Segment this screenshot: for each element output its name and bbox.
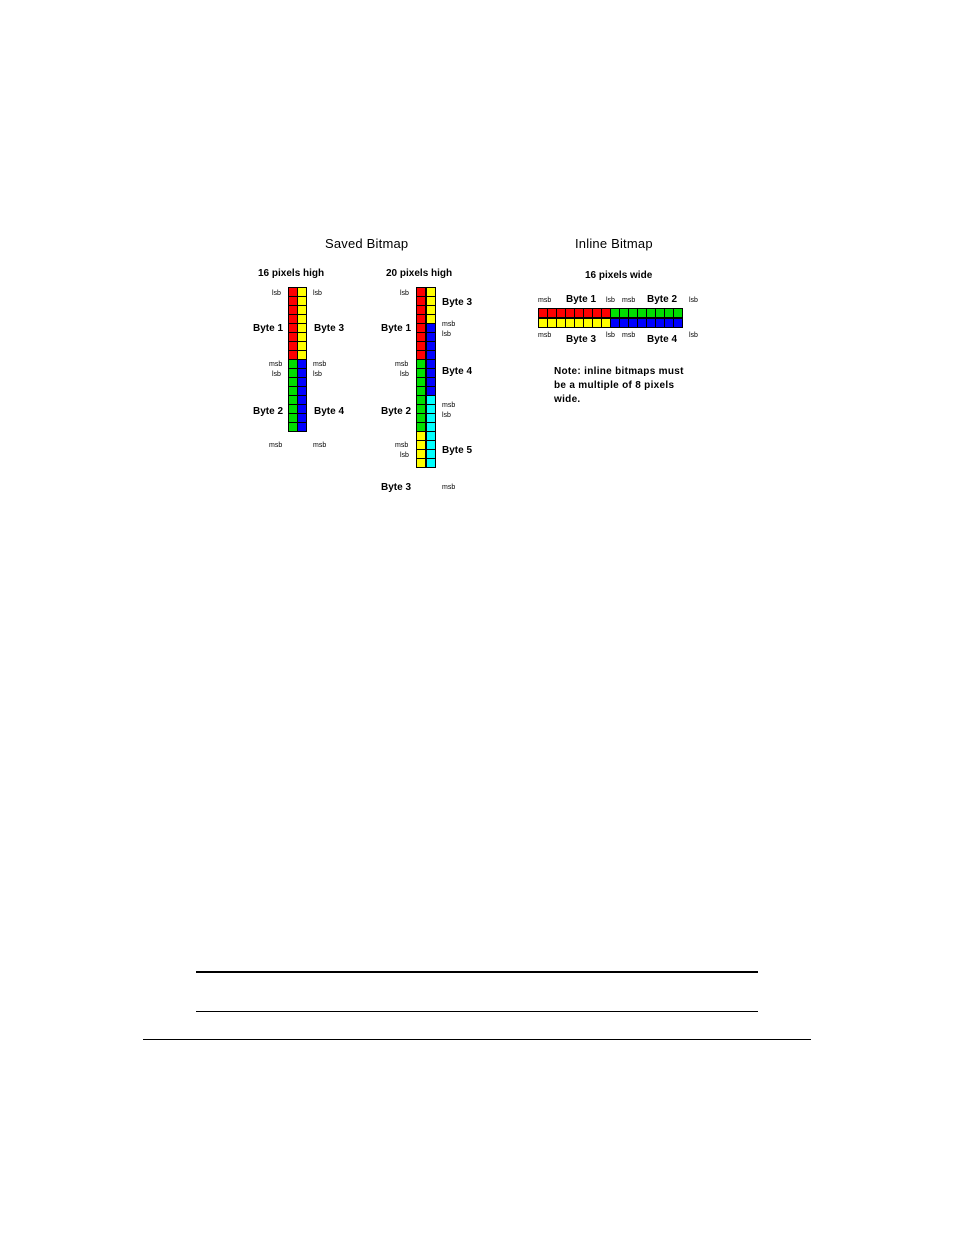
byte-1-label: Byte 1 [566, 294, 597, 305]
saved-bitmap-title: Saved Bitmap [325, 236, 409, 251]
lsb-label: lsb [272, 290, 281, 297]
byte-5-label: Byte 5 [442, 445, 473, 456]
msb-label: msb [622, 332, 636, 339]
inline-note-line-3: wide. [554, 394, 581, 405]
byte-3-label: Byte 3 [314, 323, 345, 334]
msb-label: msb [442, 402, 456, 409]
byte-1-label: Byte 1 [253, 323, 284, 334]
lsb-label: lsb [400, 290, 409, 297]
byte-3-label: Byte 3 [442, 297, 473, 308]
inline-bitmap-title: Inline Bitmap [575, 236, 653, 251]
byte-4-label: Byte 4 [442, 366, 473, 377]
msb-label: msb [442, 321, 456, 328]
msb-label: msb [313, 442, 327, 449]
thick-rule [196, 971, 758, 973]
byte-2-label: Byte 2 [253, 406, 284, 417]
msb-label: msb [269, 442, 283, 449]
lsb-label: lsb [400, 371, 409, 378]
msb-label: msb [269, 361, 283, 368]
bitmap-cell-byte5 [426, 458, 436, 468]
thin-rule [196, 1011, 758, 1012]
lsb-label: lsb [689, 332, 698, 339]
bitmap-cell-byte2 [673, 308, 683, 318]
byte-1-label: Byte 1 [381, 323, 412, 334]
msb-label: msb [538, 332, 552, 339]
lsb-label: lsb [400, 452, 409, 459]
sixteen-pixels-high-label: 16 pixels high [258, 268, 325, 279]
inline-row-2 [539, 318, 683, 328]
lsb-label: lsb [442, 331, 451, 338]
msb-label: msb [395, 442, 409, 449]
msb-label: msb [538, 297, 552, 304]
saved-20-column-2 [426, 288, 436, 468]
byte-4-label: Byte 4 [647, 334, 678, 345]
msb-label: msb [622, 297, 636, 304]
msb-label: msb [395, 361, 409, 368]
byte-3-label: Byte 3 [381, 482, 412, 493]
sixteen-pixels-wide-label: 16 pixels wide [585, 270, 653, 281]
lsb-label: lsb [272, 371, 281, 378]
saved-20-column-1 [416, 288, 426, 468]
msb-label: msb [313, 361, 327, 368]
bitmap-cell-byte4 [297, 422, 307, 432]
bitmap-cell-byte4 [673, 318, 683, 328]
lsb-label: lsb [442, 412, 451, 419]
msb-label: msb [442, 484, 456, 491]
inline-note-line-2: be a multiple of 8 pixels [554, 380, 675, 391]
byte-3-label: Byte 3 [566, 334, 597, 345]
twenty-pixels-high-label: 20 pixels high [386, 268, 453, 279]
page-footer-rule [143, 1039, 811, 1040]
bitmap-cell-byte3 [416, 458, 426, 468]
lsb-label: lsb [313, 290, 322, 297]
lsb-label: lsb [606, 332, 615, 339]
saved-16-column-2 [297, 288, 307, 432]
lsb-label: lsb [313, 371, 322, 378]
byte-4-label: Byte 4 [314, 406, 345, 417]
byte-2-label: Byte 2 [381, 406, 412, 417]
inline-note-line-1: Note: inline bitmaps must [554, 366, 684, 377]
lsb-label: lsb [689, 297, 698, 304]
lsb-label: lsb [606, 297, 615, 304]
byte-2-label: Byte 2 [647, 294, 678, 305]
inline-row-1 [539, 308, 683, 318]
